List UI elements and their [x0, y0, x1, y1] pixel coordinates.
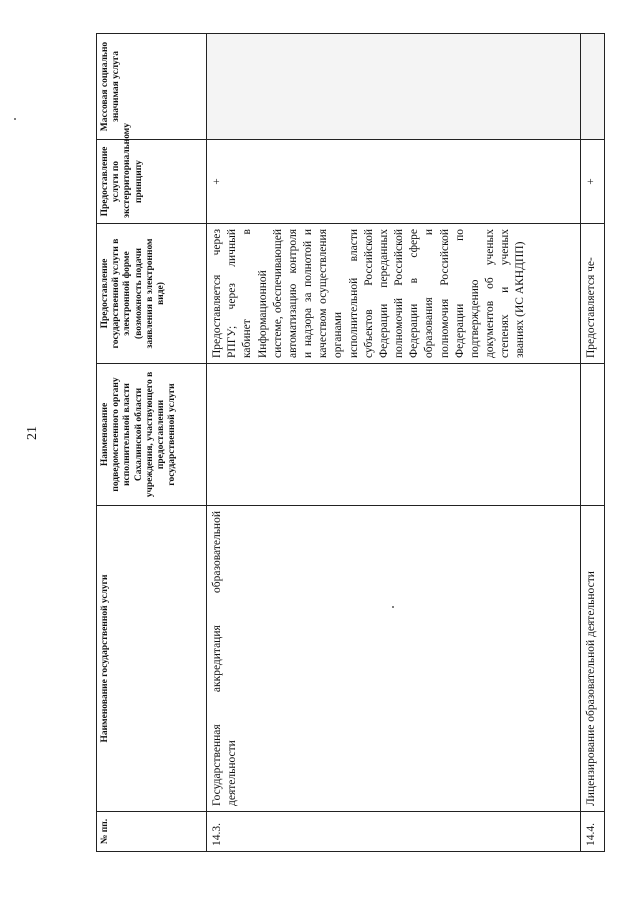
cell-num: 14.3. [207, 812, 581, 852]
header-num: № пп. [97, 812, 207, 852]
cell-service-name: Государственная аккредитация образовательной деятельности [207, 506, 581, 812]
scan-speck [392, 606, 394, 608]
cell-extraterritorial: + [581, 140, 605, 224]
table-header-row [97, 34, 207, 852]
table-row [581, 34, 605, 852]
cell-extraterritorial: + [207, 140, 581, 224]
scan-speck [14, 118, 16, 120]
header-mass-service: Массовая социально значимая услуга [97, 34, 207, 140]
cell-electronic-form: Предоставляется через РПГУ; через личный кабинет в Информационной системе, обеспечивающей автоматизацию контроля и надзора за полнотой и качеством осуществления органами исполнительной власти субъектов Российской Федерации переданных полномочий Российской Федерации в сфере образования и полномочия Российской Федерации по подтверждению документов об ученых степенях и ученых званиях (ИС АКНДПП) [207, 224, 581, 364]
header-organization: Наименование подведомственного органу исполнительной власти Сахалинской области учреждения, участвующего в предоставлении государственной услуги [97, 364, 207, 506]
header-service-name: Наименование государственной услуги [97, 506, 207, 812]
header-extraterritorial: Предоставление услуги по экстерриториальному принципу [97, 140, 207, 224]
services-table-wrapper [96, 34, 597, 852]
cell-electronic-form: Предоставляется че- [581, 224, 605, 364]
cell-num: 14.4. [581, 812, 605, 852]
cell-organization [581, 364, 605, 506]
header-electronic-form: Предоставление государственной услуги в электронной форме (возможность подачи заявления в электронном виде) [97, 224, 207, 364]
cell-service-name: Лицензирование образовательной деятельности [581, 506, 605, 812]
cell-mass-service [207, 34, 581, 140]
table-row [207, 34, 581, 852]
cell-mass-service [581, 34, 605, 140]
services-table [96, 33, 605, 852]
page-number: 21 [25, 426, 40, 440]
cell-organization [207, 364, 581, 506]
